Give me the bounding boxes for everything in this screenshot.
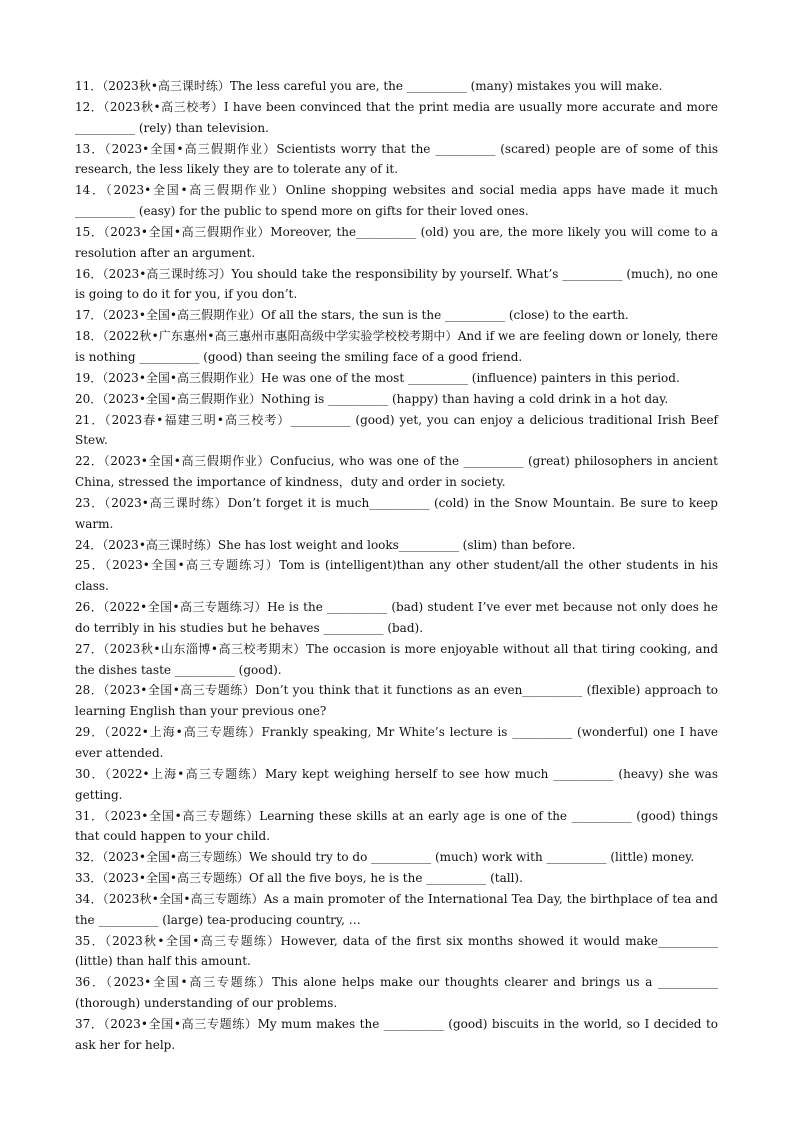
question-item — [75, 305, 718, 326]
question-number: 22． — [75, 454, 104, 469]
question-item — [75, 264, 718, 306]
question-text: （2022•上海•高三专题练）Mary kept weighing herself to see how much __________ (heavy) she was getting. — [75, 766, 718, 802]
question-item — [75, 76, 718, 97]
question-text: （2023•全国•高三专题练习）Tom is (intelligent)than any other student/all the other students in his class. — [75, 558, 718, 594]
question-item — [75, 326, 718, 368]
question-text: （2023•全国•高三假期作业）Of all the stars, the sun is the __________ (close) to the earth. — [102, 308, 629, 323]
question-number: 23． — [75, 495, 105, 510]
question-text: （2023•全国•高三假期作业）He was one of the most __________ (influence) painters in this period. — [102, 370, 680, 385]
question-number: 35． — [75, 933, 105, 948]
question-text: （2022秋•广东惠州•高三惠州市惠阳高级中学实验学校校考期中）And if we are feeling down or lonely, there is nothing __________ (good) than seeing the smiling face of a good friend. — [75, 329, 718, 364]
question-text: （2023•全国•高三专题练）Don’t you think that it functions as an even__________ (flexible) approach to learning English than your previous one? — [75, 683, 719, 719]
question-text: （2023秋•全国•高三专题练）As a main promoter of the International Tea Day, the birthplace of tea and the __________ (large) tea-producing country, … — [75, 891, 718, 927]
question-item — [75, 139, 718, 181]
question-text: （2023•全国•高三专题练）Of all the five boys, he is the __________ (tall). — [102, 871, 523, 886]
question-number: 27． — [75, 641, 104, 656]
question-number: 19． — [75, 370, 103, 385]
question-item — [75, 555, 718, 597]
question-text: （2022•上海•高三专题练）Frankly speaking, Mr White’s lecture is __________ (wonderful) one I have ever attended. — [75, 725, 718, 760]
question-number: 11． — [75, 79, 103, 93]
question-item — [75, 222, 718, 264]
question-number: 28． — [75, 683, 104, 698]
question-item — [75, 389, 718, 410]
question-number: 14． — [75, 183, 106, 198]
question-number: 15． — [75, 224, 104, 239]
question-text: （2023秋•山东淄博•高三校考期末）The occasion is more enjoyable without all that tiring cooking, and the dishes taste __________ (good). — [75, 641, 718, 677]
question-item — [75, 535, 718, 556]
question-item — [75, 368, 718, 389]
question-text: （2023•全国•高三专题练）My mum makes the __________ (good) biscuits in the world, so I decided to ask her for help. — [75, 1016, 718, 1052]
question-item — [75, 722, 718, 764]
question-item — [75, 764, 718, 806]
question-item — [75, 889, 718, 931]
question-number: 33． — [75, 871, 103, 886]
question-text: （2023•全国•高三假期作业）Moreover, the__________ (old) you are, the more likely you will come to a resolution after an argument. — [75, 224, 718, 260]
question-item — [75, 868, 718, 889]
question-text: （2023•全国•高三假期作业）Online shopping websites and social media apps have made it much __________ (easy) for the public to spend more on gifts for their loved ones. — [75, 183, 718, 219]
question-number: 17． — [75, 308, 103, 323]
question-item — [75, 931, 718, 973]
question-text: （2023•全国•高三专题练）Learning these skills at an early age is one of the __________ (good) things that could happen to your child. — [75, 808, 718, 844]
question-text: （2023•高三课时练）Don’t forget it is much__________ (cold) in the Snow Mountain. Be sure to keep warm. — [75, 495, 718, 531]
question-text: （2023春•福建三明•高三校考）__________ (good) yet, you can enjoy a delicious traditional Irish Beef Stew. — [75, 412, 718, 448]
question-list — [75, 76, 718, 1056]
question-number: 20． — [75, 391, 103, 406]
question-item — [75, 1014, 718, 1056]
question-number: 18． — [75, 329, 103, 344]
question-number: 34． — [75, 891, 103, 906]
question-number: 29． — [75, 725, 105, 740]
question-text: （2023•全国•高三假期作业）Nothing is __________ (happy) than having a cold drink in a hot day. — [102, 391, 669, 406]
question-text: （2023•全国•高三假期作业）Confucius, who was one of the __________ (great) philosophers in ancient China, stressed the importance of kindness，duty and order in society. — [75, 454, 718, 490]
question-number: 12． — [75, 99, 104, 114]
question-item — [75, 639, 718, 681]
question-number: 31． — [75, 808, 104, 823]
question-number: 36． — [75, 975, 106, 990]
question-text: （2023秋•全国•高三专题练）However, data of the first six months showed it would make__________ (little) than half this amount. — [75, 933, 718, 969]
question-item — [75, 597, 718, 639]
question-number: 26． — [75, 600, 104, 615]
question-item — [75, 451, 718, 493]
question-item — [75, 97, 718, 139]
question-item — [75, 847, 718, 868]
question-number: 25． — [75, 558, 105, 573]
question-item — [75, 410, 718, 452]
question-text: （2023•高三课时练习）You should take the responsibility by yourself. What’s __________ (much), no one is going to do it for you, if you don’t. — [75, 266, 718, 302]
question-item — [75, 180, 718, 222]
question-text: （2023秋•高三课时练）The less careful you are, the __________ (many) mistakes you will make. — [102, 79, 663, 93]
question-number: 24． — [75, 537, 103, 552]
question-item — [75, 493, 718, 535]
question-number: 30． — [75, 766, 105, 781]
question-item — [75, 972, 718, 1014]
question-number: 21． — [75, 412, 105, 427]
question-item — [75, 680, 718, 722]
question-number: 16． — [75, 266, 103, 281]
question-text: （2023•全国•高三专题练）This alone helps make our thoughts clearer and brings us a __________ (thorough) understanding of our problems. — [75, 975, 718, 1011]
question-item — [75, 806, 718, 848]
question-text: （2023•全国•高三专题练）We should try to do __________ (much) work with __________ (little) money. — [102, 850, 695, 865]
question-text: （2023•全国•高三假期作业）Scientists worry that the __________ (scared) people are of some of this research, the less likely they are to tolerate any of it. — [75, 141, 718, 177]
question-number: 13． — [75, 141, 105, 156]
question-text: （2022•全国•高三专题练习）He is the __________ (bad) student I’ve ever met because not only does he do terribly in his studies but he behaves __________ (bad). — [75, 600, 718, 635]
question-text: （2023秋•高三校考）I have been convinced that the print media are usually more accurate and more __________ (rely) than television. — [75, 99, 718, 135]
question-text: （2023•高三课时练）She has lost weight and looks__________ (slim) than before. — [102, 537, 576, 552]
question-number: 32． — [75, 850, 103, 865]
question-number: 37． — [75, 1016, 104, 1031]
